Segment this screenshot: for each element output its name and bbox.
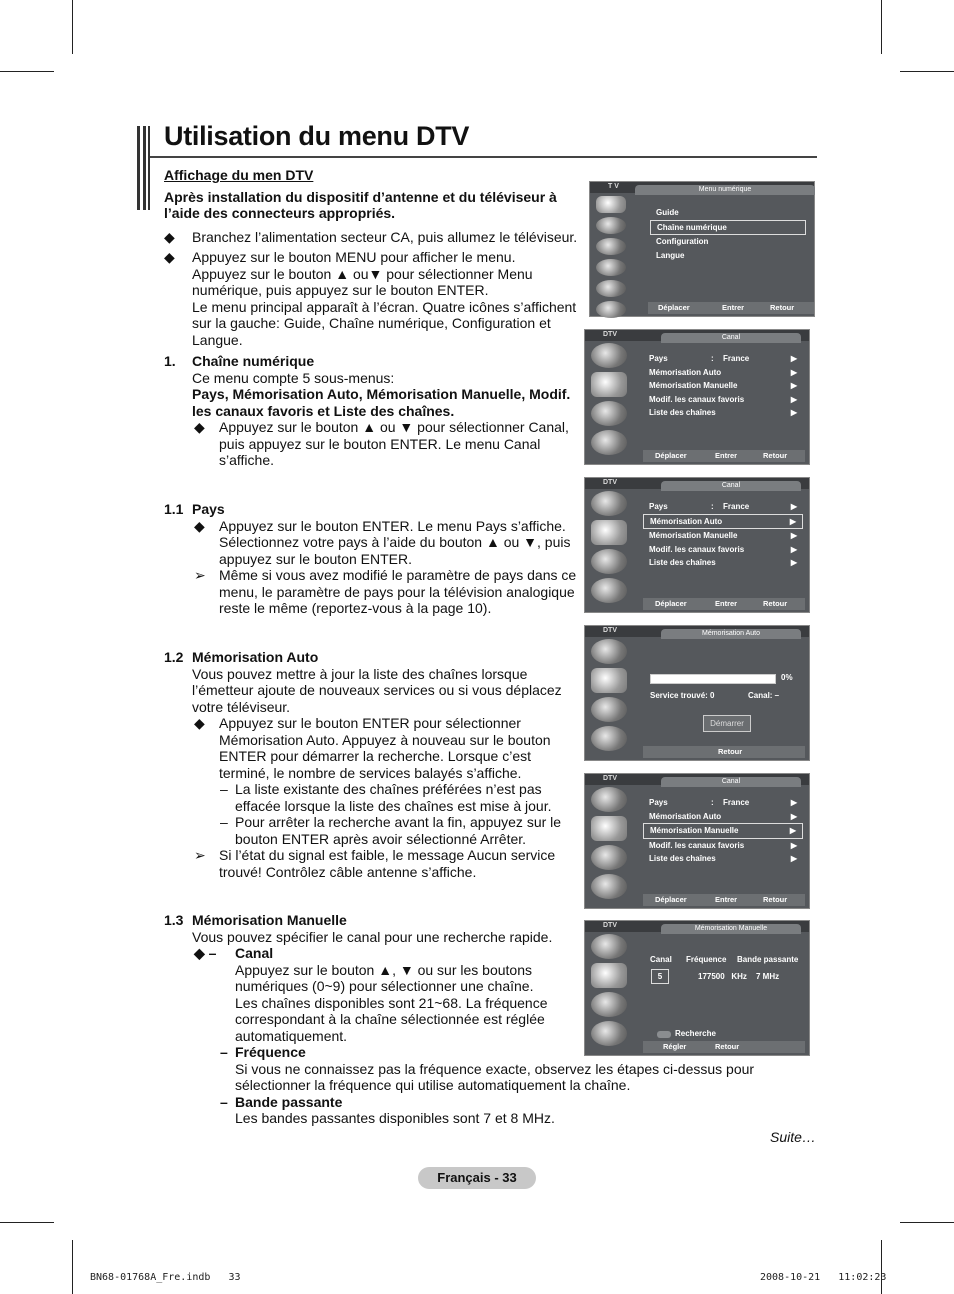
progress-bar	[650, 674, 776, 684]
tv-screen-canal-manuelle: DTV Canal Pays : France ▶ Mémorisation Auto ▶ Mémorisation Manuelle ▶ Modif. les canaux favoris ▶ Liste des chaînes ▶ Déplacer Entrer Retour	[584, 773, 810, 909]
tv-screen-canal: DTV Canal Pays : France ▶ Mémorisation Auto ▶ Mémorisation Manuelle ▶ Modif. les canaux favoris ▶ Liste des chaînes ▶ Déplacer Entrer Retour	[584, 329, 810, 465]
section-manuelle: 1.3 Mémorisation Manuelle Vous pouvez spécifier le canal pour une recherche rapide. ◆ – Canal Appuyez sur le bouton ▲, ▼ ou sur les boutons numériques (0~9) pour sélectionner une chaîne. Les chaînes disponibles sont 21~68. La fréquence correspondant à la chaîne sélectionnée est réglée automatiquement. – Fréquence Si vous ne connaissez pas la fréquence exacte, observez les étapes ci-dessus pour sélectionner la fréquence qui utilise automatiquement la chaîne. – Bande passante Les bandes passantes disponibles sont 7 et 8 MHz.	[164, 912, 764, 1127]
crop-mark	[900, 1222, 954, 1223]
language-icon	[591, 874, 627, 899]
canal-status: Canal: –	[748, 691, 780, 700]
channel-icon	[596, 238, 626, 255]
menu-item-pays[interactable]: Pays : France ▶	[649, 502, 797, 511]
menu-item-auto[interactable]: Mémorisation Auto ▶	[649, 811, 797, 821]
bullet: ◆ Appuyez sur le bouton ENTER. Le menu Pays s’affiche. Sélectionnez votre pays à l’aide du bouton ▲ ou ▼, puis appuyez sur le bouton ENTER.	[194, 517, 571, 567]
menu-item-pays[interactable]: Pays : France ▶	[649, 798, 797, 807]
search-button-icon[interactable]	[657, 1031, 671, 1038]
menu-item-config[interactable]: Configuration	[656, 237, 709, 246]
crop-mark	[0, 71, 54, 72]
language-icon	[591, 726, 627, 751]
menu-item-liste[interactable]: Liste des chaînes ▶	[649, 558, 797, 567]
note: ➢ Même si vous avez modifié le paramètre de pays dans ce menu, le paramètre de pays pour la télévision analogique reste le même (reportez-vous à la page 10).	[194, 567, 577, 616]
section-auto: 1.2 Mémorisation Auto Vous pouvez mettre à jour la liste des chaînes lorsque l’émetteur ajoute de nouveaux services ou si vous déplacez votre téléviseur. ◆ Appuyez sur le bouton ENTER pour sélectionner Mémorisation Auto. Appuyez à nouveau sur le bouton ENTER pour démarrer la recherche. Lorsque c’est terminé, le nombre de services balayés s’affiche. – La liste existante des chaînes préférées n’est pas effacée lorsque la liste des chaînes est mise à jour. – Pour arrêter la recherche avant la fin, appuyez sur le bouton ENTER après avoir sélectionné Arrêter. ➢ Si l’état du signal est faible, le message Aucun service trouvé! Contrôlez câble antenne s’affiche.	[164, 649, 584, 880]
channel-icon	[591, 372, 627, 397]
foot-move: Déplacer	[658, 303, 690, 312]
channel-icon	[591, 520, 627, 545]
section-chaine: 1. Chaîne numérique Ce menu compte 5 sous-menus: Pays, Mémorisation Auto, Mémorisation Manuelle, Modif. les canaux favoris et Liste des chaînes. ◆ Appuyez sur le bouton ▲ ou ▼ pour sélectionner Canal, puis appuyez sur le bouton ENTER. Le menu Canal s’affiche.	[164, 353, 584, 469]
menu-item-chaine[interactable]: Chaîne numérique	[650, 220, 806, 236]
menu-item-manuelle[interactable]: Mémorisation Manuelle ▶	[649, 531, 797, 540]
footer-file: BN68-01768A_Fre.indb 33	[90, 1272, 241, 1283]
guide-icon	[591, 343, 627, 368]
language-icon	[591, 430, 627, 455]
menu-item-auto[interactable]: Mémorisation Auto ▶	[643, 514, 803, 530]
guide-icon	[596, 217, 626, 234]
dash-head: – Fréquence	[220, 1044, 306, 1060]
setup-icon	[591, 549, 627, 574]
guide-icon	[591, 934, 627, 959]
search-label: Recherche	[675, 1029, 716, 1038]
dash-head: – Bande passante	[220, 1093, 343, 1110]
menu-item-manuelle[interactable]: Mémorisation Manuelle ▶	[643, 823, 803, 839]
bullet: ◆ Appuyez sur le bouton ENTER pour sélectionner Mémorisation Auto. Appuyez à nouveau sur le bouton ENTER pour démarrer la recherche. Lorsque c’est terminé, le nombre de services balayés s’affiche.	[194, 715, 551, 781]
setup-icon	[591, 845, 627, 870]
intro-block	[164, 167, 584, 348]
menu-item-favoris[interactable]: Modif. les canaux favoris ▶	[649, 544, 797, 554]
section-title: Mémorisation Auto	[192, 649, 319, 665]
canal-field[interactable]: 5	[651, 969, 669, 984]
setup-icon	[591, 697, 627, 722]
section-title: Chaîne numérique	[192, 353, 315, 369]
intro-text: Après installation du dispositif d’antenne et du téléviseur à l’aide des connecteurs appropriés.	[164, 188, 557, 221]
dash-head: ◆ – Canal	[194, 945, 274, 961]
menu-item-liste[interactable]: Liste des chaînes ▶	[649, 408, 797, 417]
dash-item: – Pour arrêter la recherche avant la fin, appuyez sur le bouton ENTER après avoir sélectionné Arrêter.	[220, 814, 562, 847]
section-pays: 1.1 Pays ◆ Appuyez sur le bouton ENTER. Le menu Pays s’affiche. Sélectionnez votre pays à l’aide du bouton ▲ ou ▼, puis appuyez sur le bouton ENTER. ➢ Même si vous avez modifié le paramètre de pays dans ce menu, le paramètre de pays pour la télévision analogique reste le même (reportez-vous à la page 10).	[164, 501, 584, 617]
menu-item-favoris[interactable]: Modif. les canaux favoris ▶	[649, 394, 797, 404]
suite-label: Suite…	[770, 1129, 816, 1145]
frequence-value: 177500 KHz	[698, 972, 747, 981]
input-icon	[596, 301, 626, 318]
bande-value: 7 MHz	[756, 972, 780, 981]
bullet-power: ◆ Branchez l’alimentation secteur CA, puis allumez le téléviseur.	[164, 228, 578, 245]
section-title: Pays	[192, 501, 225, 517]
foot-return: Retour	[770, 303, 795, 312]
channel-icon	[591, 668, 627, 693]
crop-mark	[0, 1222, 54, 1223]
guide-icon	[591, 491, 627, 516]
language-icon	[591, 1021, 627, 1046]
foot-enter: Entrer	[722, 303, 745, 312]
col-bande: Bande passante	[737, 955, 799, 964]
menu-item-guide[interactable]: Guide	[656, 208, 679, 217]
tv-screen-memorisation-auto: DTV Mémorisation Auto 0% Service trouvé: 0 Canal: – Démarrer Retour	[584, 625, 810, 761]
tv-icon	[596, 196, 626, 213]
language-icon	[591, 578, 627, 603]
channel-icon	[591, 963, 627, 988]
guide-icon	[591, 639, 627, 664]
section-heading: Affichage du men DTV	[164, 167, 314, 183]
language-icon	[596, 280, 626, 297]
tv-screen-memorisation-manuelle: DTV Mémorisation Manuelle Canal Fréquence Bande passante 5 177500 KHz 7 MHz Recherche Régler Retour	[584, 920, 810, 1056]
menu-item-pays[interactable]: Pays : France ▶	[649, 354, 797, 363]
setup-icon	[596, 259, 626, 276]
progress-value: 0%	[781, 673, 793, 682]
setup-icon	[591, 401, 627, 426]
menu-item-langue[interactable]: Langue	[656, 250, 685, 260]
menu-item-auto[interactable]: Mémorisation Auto ▶	[649, 367, 797, 377]
menu-item-manuelle[interactable]: Mémorisation Manuelle ▶	[649, 381, 797, 390]
footer-date: 2008-10-21 11:02:23	[760, 1272, 887, 1283]
note: ➢ Si l’état du signal est faible, le message Aucun service trouvé! Contrôlez câble antenne s’affiche.	[194, 847, 556, 880]
setup-icon	[591, 992, 627, 1017]
col-canal: Canal	[650, 955, 672, 964]
section-title: Mémorisation Manuelle	[192, 912, 347, 928]
menu-item-liste[interactable]: Liste des chaînes ▶	[649, 854, 797, 863]
crop-mark	[881, 0, 882, 54]
tv-screen-menu: T V Menu numérique Guide Chaîne numérique Configuration Langue Déplacer Entrer Retour	[589, 181, 815, 317]
crop-mark	[881, 1240, 882, 1294]
tv-screen-canal-auto: DTV Canal Pays : France ▶ Mémorisation Auto ▶ Mémorisation Manuelle ▶ Modif. les canaux favoris ▶ Liste des chaînes ▶ Déplacer Entrer Retour	[584, 477, 810, 613]
page-number: Français - 33	[418, 1167, 536, 1189]
start-button[interactable]: Démarrer	[703, 715, 751, 732]
menu-item-favoris[interactable]: Modif. les canaux favoris ▶	[649, 840, 797, 850]
bullet: ◆ Appuyez sur le bouton ▲ ou ▼ pour sélectionner Canal, puis appuyez sur le bouton ENTER. Le menu Canal s’affiche.	[194, 419, 569, 468]
bullet-menu: ◆ Appuyez sur le bouton MENU pour afficher le menu. Appuyez sur le bouton ▲ ou▼ pour sélectionner Menu numérique, puis appuyez sur le bouton ENTER. Le menu principal apparaît à l’écran. Quatre icônes s’affichent sur la gauche: Guide, Chaîne numérique, Configuration et Langue.	[164, 249, 577, 348]
guide-icon	[591, 787, 627, 812]
dash-item: – La liste existante des chaînes préférées n’est pas effacée lorsque la liste des chaînes est mise à jour.	[220, 781, 552, 814]
title-rule	[150, 156, 817, 158]
crop-mark	[72, 1240, 73, 1294]
channel-icon	[591, 816, 627, 841]
crop-mark	[72, 0, 73, 54]
col-frequence: Fréquence	[686, 955, 727, 964]
service-found: Service trouvé: 0	[650, 691, 715, 700]
page-title: Utilisation du menu DTV	[164, 121, 470, 151]
crop-mark	[900, 71, 954, 72]
